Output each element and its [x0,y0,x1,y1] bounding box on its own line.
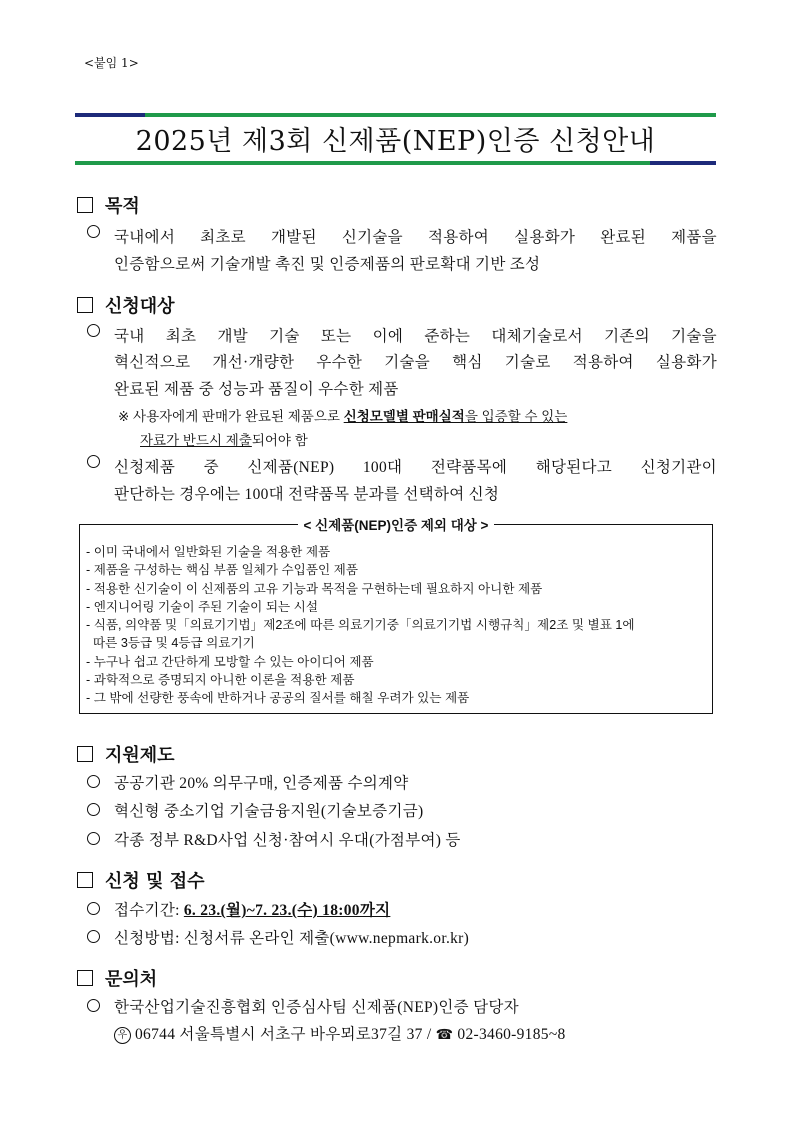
target-bullet-2 [87,455,114,473]
checkbox-square-icon [77,872,93,888]
title-top-bar [75,113,716,117]
section-apply-heading: 신청 및 접수 [77,867,204,893]
apply-method: 신청방법: 신청서류 온라인 제출(www.nepmark.or.kr) [87,926,469,948]
attachment-label: <붙임 1> [84,56,139,70]
bullet-circle-icon [87,999,100,1012]
title-bottom-bar [75,161,716,165]
exclusion-item: - 적용한 신기술이 이 신제품의 고유 기능과 목적을 구현하는데 필요하지 아니한 제품 [86,581,543,596]
checkbox-square-icon [77,197,93,213]
exclusion-box [79,518,713,714]
bullet-circle-icon [87,775,100,788]
target-item-1-line-2: 혁신적으로 개선·개량한 우수한 기술을 핵심 기술로 적용하여 실용화가 [114,354,717,371]
checkbox-square-icon [77,970,93,986]
bullet-circle-icon [87,902,100,915]
exclusion-item: - 엔지니어링 기술이 주된 기술이 되는 시설 [86,599,319,614]
exclusion-item: - 식품, 의약품 및「의료기기법」제2조에 따른 의료기기중「의료기기법 시행규칙」제2조 및 별표 1에 [86,618,635,633]
purpose-line-2: 인증함으로써 기술개발 촉진 및 인증제품의 판로확대 기반 조성 [114,256,541,273]
contact-line-1: 한국산업기술진흥협회 인증심사팀 신제품(NEP)인증 담당자 [87,995,519,1017]
support-item-1: 공공기관 20% 의무구매, 인증제품 수의계약 [87,771,409,793]
section-contact-heading: 문의처 [77,965,157,991]
exclusion-item: 따른 3등급 및 4등급 의료기기 [86,636,255,651]
checkbox-square-icon [77,746,93,762]
bullet-circle-icon [87,803,100,816]
exclusion-list [86,543,706,708]
target-item-2-line-1: 신청제품 중 신제품(NEP) 100대 전략품목에 해당된다고 신청기관이 [114,459,717,476]
target-bullet-1 [87,324,114,342]
support-item-2: 혁신형 중소기업 기술금융지원(기술보증기금) [87,799,423,821]
support-item-3: 각종 정부 R&D사업 신청·참여시 우대(가점부여) 등 [87,828,461,850]
checkbox-square-icon [77,297,93,313]
target-item-2-line-2: 판단하는 경우에는 100대 전략품목 분과를 선택하여 신청 [114,486,500,503]
section-purpose-heading: 목적 [77,192,140,218]
target-note-line-1: ※ 사용자에게 판매가 완료된 제품으로 신청모델별 판매실적을 입증할 수 있는 [118,409,568,424]
exclusion-item: - 제품을 구성하는 핵심 부품 일체가 수입품인 제품 [86,563,358,578]
exclusion-item: - 과학적으로 증명되지 아니한 이론을 적용한 제품 [86,673,355,688]
bullet-circle-icon [87,930,100,943]
exclusion-item: - 이미 국내에서 일반화된 기술을 적용한 제품 [86,545,331,559]
exclusion-title: < 신제품(NEP)인증 제외 대상 > [80,514,712,534]
section-target-heading: 신청대상 [77,292,175,318]
postal-mark-icon: 우 [114,1027,131,1044]
apply-period: 접수기간: 6. 23.(월)~7. 23.(수) 18:00까지 [87,898,390,920]
contact-line-2: 우 06744 서울특별시 서초구 바우뫼로37길 37 / ☎ 02-3460-9185~8 [114,1022,566,1044]
phone-icon: ☎ [435,1027,454,1043]
section-support-heading: 지원제도 [77,741,175,767]
apply-period-value: 6. 23.(월)~7. 23.(수) 18:00까지 [183,902,391,919]
target-item-1-line-1: 국내 최초 개발 기술 또는 이에 준하는 대체기술로서 기존의 기술을 [114,328,717,345]
bullet-circle-icon [87,324,100,337]
target-note-line-2: 자료가 반드시 제출되어야 함 [140,433,308,448]
purpose-line-1-words: 국내에서 최초로 개발된 신기술을 적용하여 실용화가 완료된 제품을 [114,229,717,246]
page-title: 2025년 제3회 신제품(NEP)인증 신청안내 [135,126,656,157]
bullet-circle-icon [87,225,100,238]
bullet-circle-icon [87,455,100,468]
exclusion-item: - 그 밖에 선량한 풍속에 반하거나 공공의 질서를 해칠 우려가 있는 제품 [86,691,470,706]
exclusion-item: - 누구나 쉽고 간단하게 모방할 수 있는 아이디어 제품 [86,654,374,669]
target-item-1-line-3: 완료된 제품 중 성능과 품질이 우수한 제품 [114,381,399,398]
bullet-circle-icon [87,832,100,845]
